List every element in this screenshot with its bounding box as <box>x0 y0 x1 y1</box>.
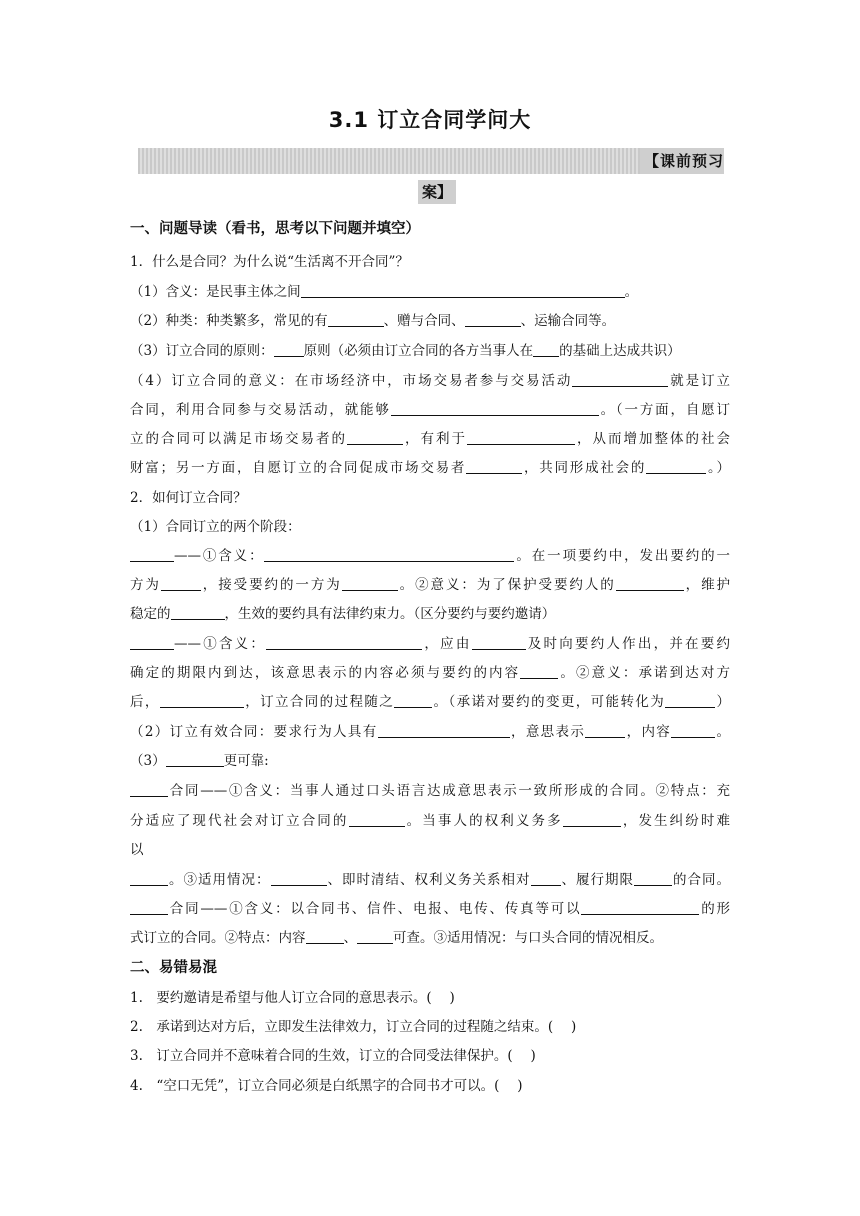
q1-principle: （3）订立合同的原则： 原则（必须由订立合同的各方当事人在 的基础上达成共识） <box>130 343 681 359</box>
q1-types: （2）种类：种类繁多，常见的有 、赠与合同、 、运输合同等。 <box>130 313 616 329</box>
blank[interactable] <box>349 812 405 827</box>
blank[interactable] <box>533 342 559 357</box>
offer-line1: ——①含义： 。在一项要约中，发出要约的一 <box>130 546 730 566</box>
banner-label-continued: 案】 <box>418 180 456 204</box>
offer-line3: 稳定的 ，生效的要约具有法律约束力。（区分要约与要约邀请） <box>130 606 556 622</box>
blank[interactable] <box>563 812 621 827</box>
q1-definition: （1）含义：是民事主体之间 。 <box>130 284 639 300</box>
q1-significance-line2: 合同，利用合同参与交易活动，就能够 。（一方面，自愿订 <box>130 402 731 418</box>
more-reliable: （3） 更可靠: <box>130 753 269 769</box>
section1-heading: 一、问题导读（看书，思考以下问题并填空） <box>130 221 420 237</box>
section-banner <box>138 148 724 174</box>
blank[interactable] <box>130 900 168 915</box>
blank[interactable] <box>264 547 514 562</box>
oral-contract-line2: 分适应了现代社会对订立合同的 。当事人的权利义务多 ，发生纠纷时难 <box>130 813 730 829</box>
blank[interactable] <box>166 752 224 767</box>
written-contract-line1: 合同——①含义：以合同书、信件、电报、电传、传真等可以 的形 <box>130 899 730 919</box>
written-contract-line2: 式订立的合同。②特点：内容 、 可查。③适用情况：与口头合同的情况相反。 <box>130 930 663 946</box>
offer-line2: 方为 ，接受要约的一方为 。②意义：为了保护受要约人的 ，维护 <box>130 577 731 593</box>
q2-stages: （1）合同订立的两个阶段： <box>130 519 301 535</box>
section2-heading: 二、易错易混 <box>130 960 217 976</box>
oral-contract-line1: 合同——①含义：当事人通过口头语言达成意思表示一致所形成的合同。②特点：充 <box>130 781 730 801</box>
page-title: 3.1 订立合同学问大 <box>328 108 532 132</box>
list-item: 4. “空口无凭”，订立合同必须是白纸黑字的合同书才可以。( ) <box>130 1078 523 1094</box>
blank[interactable] <box>274 342 304 357</box>
blank[interactable] <box>130 871 168 886</box>
blank[interactable] <box>467 430 575 445</box>
blank[interactable] <box>306 929 344 944</box>
blank[interactable] <box>581 900 699 915</box>
blank[interactable] <box>531 871 561 886</box>
blank[interactable] <box>472 635 526 650</box>
list-item: 3. 订立合同并不意味着合同的生效，订立的合同受法律保护。( ) <box>130 1048 536 1064</box>
q1-significance-line4: 财富；另一方面，自愿订立的合同促成市场交易者 ，共同形成社会的 。） <box>130 460 731 476</box>
acceptance-line2: 确定的期限内到达，该意思表示的内容必须与要约的内容 。②意义：承诺到达对方 <box>130 665 731 681</box>
blank[interactable] <box>634 871 672 886</box>
blank[interactable] <box>130 782 168 797</box>
blank[interactable] <box>394 693 432 708</box>
list-item: 2. 承诺到达对方后，立即发生法律效力，订立合同的过程随之结束。( ) <box>130 1019 577 1035</box>
blank[interactable] <box>342 576 398 591</box>
valid-contract: （2）订立有效合同：要求行为人具有 ，意思表示 ，内容 。 <box>130 724 731 740</box>
acceptance-line1: ——①含义： ，应由 及时向要约人作出，并在要约 <box>130 634 730 654</box>
blank[interactable] <box>301 283 625 298</box>
blank[interactable] <box>466 459 522 474</box>
q1-significance-line3: 立的合同可以满足市场交易者的 ，有利于 ，从而增加整体的社会 <box>130 431 730 447</box>
question-1: 1．什么是合同？为什么说“生活离不开合同”？ <box>130 254 409 270</box>
blank[interactable] <box>347 430 403 445</box>
blank[interactable] <box>271 871 327 886</box>
blank[interactable] <box>391 401 599 416</box>
blank[interactable] <box>585 723 625 738</box>
blank[interactable] <box>572 372 668 387</box>
blank[interactable] <box>328 312 384 327</box>
acceptance-line3: 后， ，订立合同的过程随之 。（承诺对要约的变更，可能转化为 ） <box>130 694 731 710</box>
blank[interactable] <box>130 635 174 650</box>
blank[interactable] <box>616 576 684 591</box>
blank[interactable] <box>130 547 174 562</box>
banner-label: 【课前预习 <box>640 148 724 174</box>
blank[interactable] <box>646 459 706 474</box>
list-item: 1. 要约邀请是希望与他人订立合同的意思表示。( ) <box>130 990 455 1006</box>
blank[interactable] <box>266 635 422 650</box>
blank[interactable] <box>671 723 715 738</box>
blank[interactable] <box>161 576 201 591</box>
blank[interactable] <box>520 664 558 679</box>
blank[interactable] <box>357 929 393 944</box>
oral-contract-line3: 以 <box>130 842 144 858</box>
blank[interactable] <box>160 693 244 708</box>
oral-contract-line4: 。③适用情况： 、即时清结、权利义务关系相对 、履行期限 的合同。 <box>130 870 730 890</box>
question-2: 2．如何订立合同？ <box>130 490 247 506</box>
blank[interactable] <box>171 605 225 620</box>
blank[interactable] <box>665 693 715 708</box>
blank[interactable] <box>465 312 521 327</box>
blank[interactable] <box>378 723 510 738</box>
q1-significance-line1: （4）订立合同的意义：在市场经济中，市场交易者参与交易活动 就是订立 <box>130 373 730 389</box>
